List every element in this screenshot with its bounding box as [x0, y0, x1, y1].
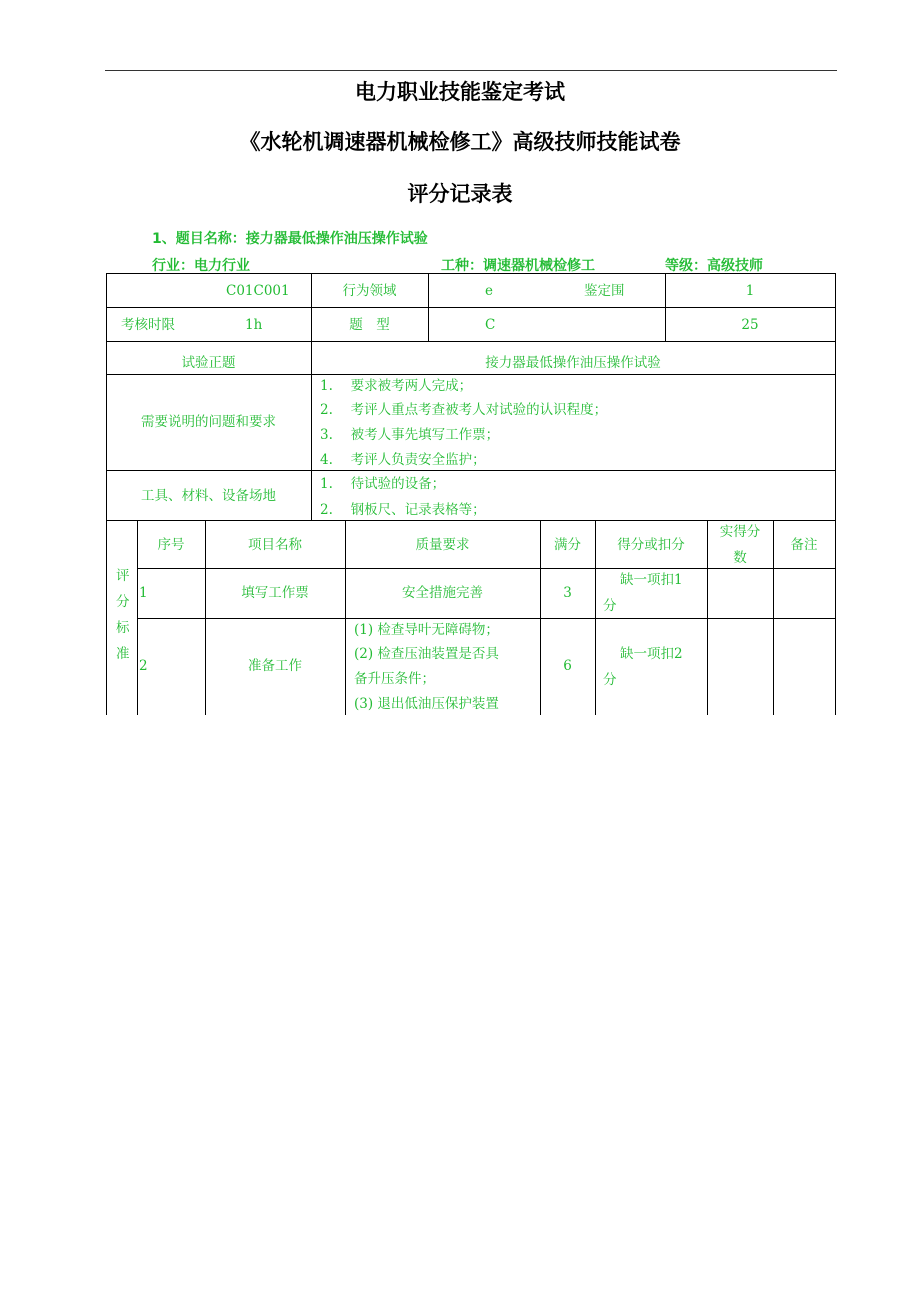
scope-value: 1 [745, 283, 755, 299]
industry: 行业：电力行业 [152, 258, 250, 274]
header-quality: 质量要求 [415, 537, 470, 553]
notes-label: 需要说明的问题和要求 [141, 414, 276, 430]
note-item: 1. 要求被考两人完成； [320, 378, 473, 394]
row-quality: (2) 检查压油装置是否具 [354, 646, 499, 662]
row-full: 3 [563, 585, 572, 601]
domain-value: e [485, 283, 493, 299]
time-label: 考核时限 [121, 317, 175, 333]
tools-label: 工具、材料、设备场地 [141, 488, 276, 504]
header-full: 满分 [554, 537, 581, 553]
note-item: 3. 被考人事先填写工作票； [320, 427, 500, 443]
row-seq: 2 [139, 658, 148, 674]
row-seq: 1 [139, 585, 148, 601]
row-quality: 备升压条件； [354, 671, 435, 687]
header-actual: 数 [733, 550, 747, 566]
paper-title: 《水轮机调速器机械检修工》高级技师技能试卷 [239, 130, 681, 154]
time-value: 1h [245, 317, 263, 333]
note-item: 4. 考评人负责安全监护； [320, 452, 486, 468]
type-label: 题 型 [349, 317, 390, 333]
level: 等级：高级技师 [665, 258, 763, 274]
row-item: 填写工作票 [241, 585, 309, 601]
score-value: 25 [741, 317, 759, 333]
row-full: 6 [563, 658, 572, 674]
exam-title: 电力职业技能鉴定考试 [355, 80, 565, 104]
row-quality: (1) 检查导叶无障碍物； [354, 622, 499, 638]
row-deduct: 缺一项扣2 [620, 646, 683, 662]
row-item: 准备工作 [248, 658, 302, 674]
row-quality: 安全措施完善 [402, 585, 483, 601]
tool-item: 1. 待试验的设备； [320, 476, 446, 492]
type-value: C [485, 317, 496, 333]
row-quality: (3) 退出低油压保护装置 [354, 696, 499, 712]
exam-value: 接力器最低操作油压操作试验 [485, 355, 661, 371]
scope-label: 鉴定围 [584, 283, 625, 299]
side-label-char: 标 [116, 620, 130, 636]
top-rule [105, 70, 837, 71]
header-item: 项目名称 [248, 537, 302, 553]
row-deduct: 分 [603, 598, 617, 614]
side-label-char: 准 [116, 646, 130, 662]
note-item: 2. 考评人重点考查被考人对试验的认识程度； [320, 402, 608, 418]
exam-label: 试验正题 [181, 355, 236, 371]
exam-code: C01C001 [226, 283, 290, 299]
trade: 工种：调速器机械检修工 [441, 258, 595, 274]
side-label-char: 分 [116, 594, 130, 610]
header-seq: 序号 [157, 537, 185, 553]
row-deduct: 缺一项扣1 [620, 572, 683, 588]
side-label-char: 评 [116, 568, 130, 584]
row-deduct: 分 [603, 672, 617, 688]
header-actual: 实得分 [719, 524, 761, 540]
domain-label: 行为领域 [342, 283, 397, 299]
header-remark: 备注 [790, 537, 818, 553]
topic-name: 1、题目名称：接力器最低操作油压操作试验 [152, 231, 428, 247]
header-deduct: 得分或扣分 [617, 537, 685, 553]
tool-item: 2. 钢板尺、记录表格等； [320, 502, 486, 518]
record-title: 评分记录表 [407, 182, 513, 206]
